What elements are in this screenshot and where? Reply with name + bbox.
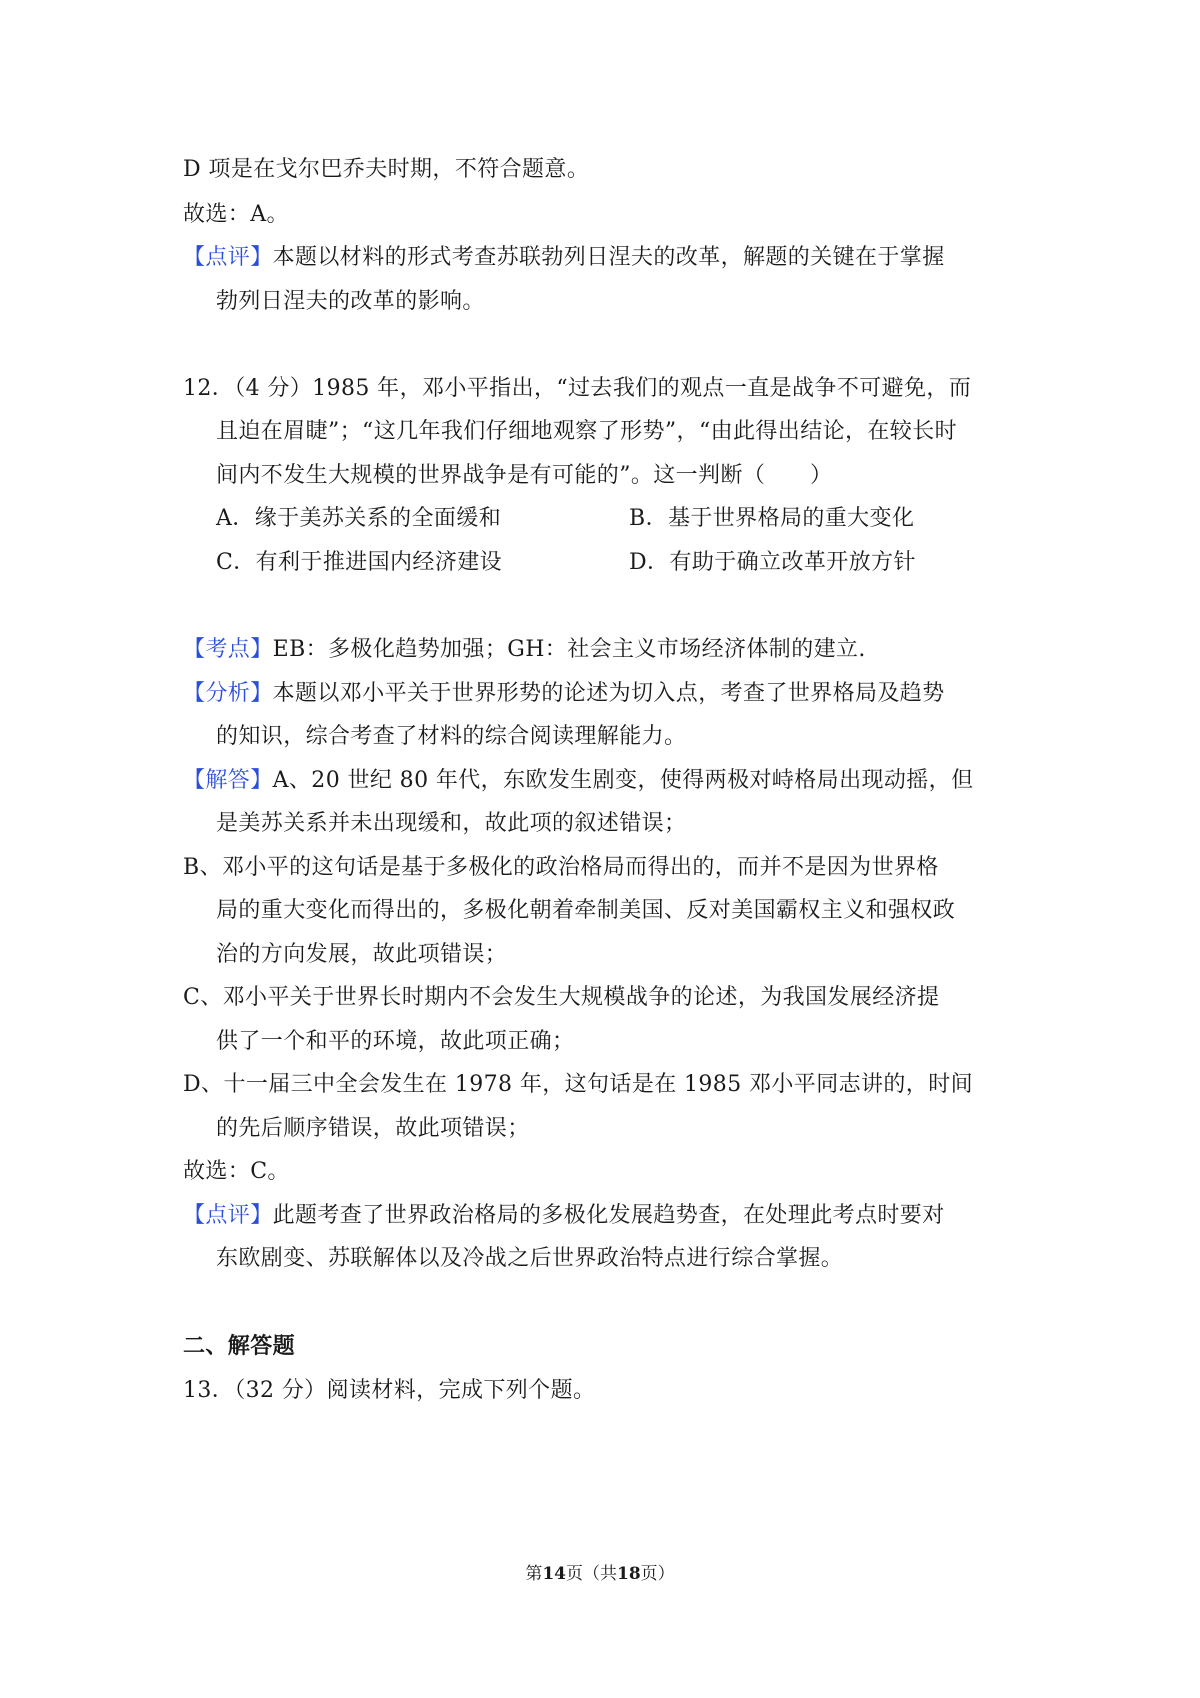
jieda-tag: 【解答】 — [183, 768, 273, 793]
page-footer — [0, 1562, 1200, 1586]
question-12-stem: 12．（4 分）1985 年，邓小平指出，“过去我们的观点一直是战争不可避免，而 — [183, 376, 972, 401]
jieda-text-b-cont: 治的方向发展，故此项错误； — [216, 942, 508, 967]
question-13-stem: 13．（32 分）阅读材料，完成下列个题。 — [183, 1378, 596, 1403]
review-tag: 【点评】 — [183, 1203, 273, 1228]
footer-page-number: 14 — [542, 1564, 566, 1584]
jieda-text-a: A、20 世纪 80 年代，东欧发生剧变，使得两极对峙格局出现动摇，但 — [272, 768, 974, 793]
footer-total-pages: 18 — [617, 1564, 641, 1584]
jieda-text-c-cont: 供了一个和平的环境，故此项正确； — [216, 1029, 575, 1054]
footer-suffix: 页） — [640, 1564, 675, 1584]
jieda-paragraph — [183, 766, 973, 796]
review-paragraph — [183, 1201, 945, 1231]
answer-line: 故选：A。 — [183, 202, 289, 227]
footer-prefix: 第 — [525, 1564, 543, 1584]
review-text: 此题考查了世界政治格局的多极化发展趋势查，在处理此考点时要对 — [272, 1203, 945, 1228]
option-c: C．有利于推进国内经济建设 — [216, 550, 503, 575]
jieda-text-c: C、邓小平关于世界长时期内不会发生大规模战争的论述，为我国发展经济提 — [183, 985, 940, 1010]
footer-mid: 页（共 — [566, 1564, 617, 1584]
kaodian-tag: 【考点】 — [183, 637, 273, 662]
question-12-stem-cont: 且迫在眉睫”；“这几年我们仔细地观察了形势”，“由此得出结论，在较长时 — [216, 419, 957, 444]
jieda-text-a-cont: 是美苏关系并未出现缓和，故此项的叙述错误； — [216, 811, 687, 836]
section-heading: 二、解答题 — [183, 1334, 296, 1359]
option-a: A．缘于美苏关系的全面缓和 — [216, 506, 502, 531]
fenxi-text: 本题以邓小平关于世界形势的论述为切入点，考查了世界格局及趋势 — [272, 681, 945, 706]
question-12-stem-cont: 间内不发生大规模的世界战争是有可能的”。这一判断（ ） — [216, 463, 833, 488]
review-text-cont: 勃列日涅夫的改革的影响。 — [216, 289, 485, 314]
fenxi-text-cont: 的知识，综合考查了材料的综合阅读理解能力。 — [216, 724, 687, 749]
kaodian-paragraph — [183, 635, 866, 665]
fenxi-tag: 【分析】 — [183, 681, 273, 706]
fenxi-paragraph — [183, 679, 945, 709]
option-d: D．有助于确立改革开放方针 — [629, 550, 916, 575]
review-text: 本题以材料的形式考查苏联勃列日涅夫的改革，解题的关键在于掌握 — [272, 245, 945, 270]
jieda-text-d-cont: 的先后顺序错误，故此项错误； — [216, 1116, 530, 1141]
jieda-text-b-cont: 局的重大变化而得出的，多极化朝着牵制美国、反对美国霸权主义和强权政 — [216, 898, 956, 923]
kaodian-text: EB：多极化趋势加强；GH：社会主义市场经济体制的建立. — [272, 637, 866, 662]
option-b: B．基于世界格局的重大变化 — [629, 506, 915, 531]
review-paragraph — [183, 243, 945, 273]
review-text-cont: 东欧剧变、苏联解体以及冷战之后世界政治特点进行综合掌握。 — [216, 1246, 844, 1271]
review-tag: 【点评】 — [183, 245, 273, 270]
option-d-note: D 项是在戈尔巴乔夫时期，不符合题意。 — [183, 157, 590, 182]
answer-line: 故选：C。 — [183, 1159, 290, 1184]
jieda-text-d: D、十一届三中全会发生在 1978 年，这句话是在 1985 邓小平同志讲的，时间 — [183, 1072, 973, 1097]
jieda-text-b: B、邓小平的这句话是基于多极化的政治格局而得出的，而并不是因为世界格 — [183, 855, 939, 880]
